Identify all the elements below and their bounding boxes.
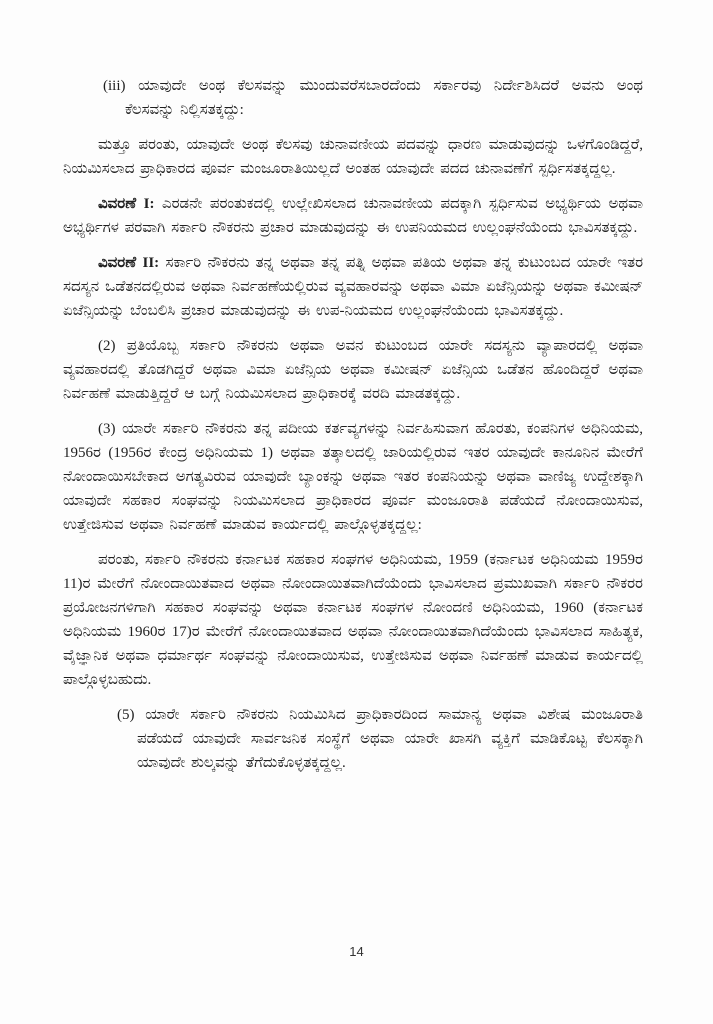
proviso-paragraph-2-text: ಪರಂತು, ಸರ್ಕಾರಿ ನೌಕರನು ಕರ್ನಾಟಕ ಸಹಕಾರ ಸಂಘಗಳ ಅಧಿನಿಯಮ, 1959 (ಕರ್ನಾಟಕ ಅಧಿನಿಯಮ 1959ರ 11)ರ ಮೇರೆಗೆ ನೋಂದಾಯಿತವಾದ ಅಥವಾ ನೋಂದಾಯಿತವಾಗಿದೆಯೆಂದು ಭಾವಿಸಲಾದ ಪ್ರಮುಖವಾಗಿ ಸರ್ಕಾರಿ ನೌಕರರ ಪ್ರಯೋಜನಗಳಿಗಾಗಿ ಸಹಕಾರ ಸಂಘವನ್ನು ಅಥವಾ ಕರ್ನಾಟಕ ಸಂಘಗಳ ನೋಂದಣಿ ಅಧಿನಿಯಮ, 1960 (ಕರ್ನಾಟಕ ಅಧಿನಿಯಮ 1960ರ 17)ರ ಮೇರೆಗೆ ನೋಂದಾಯಿತವಾದ ಅಥವಾ ನೋಂದಾಯಿತವಾಗಿದೆಯೆಂದು ಭಾವಿಸಲಾದ ಸಾಹಿತ್ಯಕ, ವೈಜ್ಞಾನಿಕ ಅಥವಾ ಧರ್ಮಾರ್ಥ ಸಂಘವನ್ನು ನೋಂದಾಯಿಸುವ, ಉತ್ತೇಜಿಸುವ ಅಥವಾ ನಿರ್ವಹಣೆ ಮಾಡುವ ಕಾರ್ಯದಲ್ಲಿ ಪಾಲ್ಗೊಳ್ಳಬಹುದು.	[63, 552, 643, 688]
clause-iii-label: (iii)	[103, 78, 126, 94]
clause-iii-text: ಯಾವುದೇ ಅಂಥ ಕೆಲಸವನ್ನು ಮುಂದುವರೆಸಬಾರದೆಂದು ಸರ್ಕಾರವು ನಿರ್ದೇಶಿಸಿದರೆ ಅವನು ಅಂಥ ಕೆಲಸವನ್ನು ನಿಲ್ಲಿಸತಕ್ಕದ್ದು:	[125, 78, 644, 118]
clause-5-label: (5)	[117, 707, 135, 723]
page-number: 14	[349, 944, 364, 959]
clause-3-text: ಯಾರೇ ಸರ್ಕಾರಿ ನೌಕರನು ತನ್ನ ಪದೀಯ ಕರ್ತವ್ಯಗಳನ್ನು ನಿರ್ವಹಿಸುವಾಗ ಹೊರತು, ಕಂಪನಿಗಳ ಅಧಿನಿಯಮ, 1956ರ (1956ರ ಕೇಂದ್ರ ಅಧಿನಿಯಮ 1) ಅಥವಾ ತತ್ಕಾಲದಲ್ಲಿ ಜಾರಿಯಲ್ಲಿರುವ ಇತರ ಯಾವುದೇ ಕಾನೂನಿನ ಮೇರೆಗೆ ನೋಂದಾಯಿಸಬೇಕಾದ ಅಗತ್ಯವಿರುವ ಯಾವುದೇ ಬ್ಯಾಂಕನ್ನು ಅಥವಾ ಇತರ ಕಂಪನಿಯನ್ನು ಅಥವಾ ವಾಣಿಜ್ಯ ಉದ್ದೇಶಕ್ಕಾಗಿ ಯಾವುದೇ ಸಹಕಾರ ಸಂಘವನ್ನು ನಿಯಮಿಸಲಾದ ಪ್ರಾಧಿಕಾರದ ಪೂರ್ವ ಮಂಜೂರಾತಿ ಪಡೆಯದೆ ನೋಂದಾಯಿಸುವ, ಉತ್ತೇಜಿಸುವ ಅಥವಾ ನಿರ್ವಹಣೆ ಮಾಡುವ ಕಾರ್ಯದಲ್ಲಿ ಪಾಲ್ಗೊಳ್ಳತಕ್ಕದ್ದಲ್ಲ:	[63, 421, 643, 533]
proviso-paragraph-2	[63, 548, 643, 692]
page-content	[63, 74, 643, 786]
clause-iii	[63, 74, 643, 122]
clause-3	[63, 417, 643, 537]
clause-2-label: (2)	[98, 338, 116, 354]
explanation-1	[63, 192, 643, 240]
clause-5-text: ಯಾರೇ ಸರ್ಕಾರಿ ನೌಕರನು ನಿಯಮಿಸಿದ ಪ್ರಾಧಿಕಾರದಿಂದ ಸಾಮಾನ್ಯ ಅಥವಾ ವಿಶೇಷ ಮಂಜೂರಾತಿ ಪಡೆಯದೆ ಯಾವುದೇ ಸಾರ್ವಜನಿಕ ಸಂಸ್ಥೆಗೆ ಅಥವಾ ಯಾರೇ ಖಾಸಗಿ ವ್ಯಕ್ತಿಗೆ ಮಾಡಿಕೊಟ್ಟ ಕೆಲಸಕ್ಕಾಗಿ ಯಾವುದೇ ಶುಲ್ಕವನ್ನು ತೆಗೆದುಕೊಳ್ಳತಕ್ಕದ್ದಲ್ಲ.	[137, 707, 643, 771]
clause-2	[63, 334, 643, 406]
explanation-2-label: ವಿವರಣೆ II:	[98, 255, 160, 271]
explanation-2	[63, 251, 643, 323]
explanation-2-text: ಸರ್ಕಾರಿ ನೌಕರನು ತನ್ನ ಅಥವಾ ತನ್ನ ಪತ್ನಿ ಅಥವಾ ಪತಿಯ ಅಥವಾ ತನ್ನ ಕುಟುಂಬದ ಯಾರೇ ಇತರ ಸದಸ್ಯನ ಒಡೆತನದಲ್ಲಿರುವ ಅಥವಾ ನಿರ್ವಹಣೆಯಲ್ಲಿರುವ ವ್ಯವಹಾರವನ್ನು ಅಥವಾ ವಿಮಾ ಏಜೆನ್ಸಿಯನ್ನು ಅಥವಾ ಕಮೀಷನ್ ಏಜೆನ್ಸಿಯನ್ನು ಬೆಂಬಲಿಸಿ ಪ್ರಚಾರ ಮಾಡುವುದನ್ನು ಈ ಉಪ-ನಿಯಮದ ಉಲ್ಲಂಘನೆಯೆಂದು ಭಾವಿಸತಕ್ಕದ್ದು.	[63, 255, 644, 319]
proviso-paragraph-1	[63, 133, 643, 181]
explanation-1-label: ವಿವರಣೆ I:	[98, 196, 155, 212]
clause-5	[63, 703, 643, 775]
explanation-1-text: ಎರಡನೇ ಪರಂತುಕದಲ್ಲಿ ಉಲ್ಲೇಖಿಸಲಾದ ಚುನಾವಣೀಯ ಪದಕ್ಕಾಗಿ ಸ್ಪರ್ಧಿಸುವ ಅಭ್ಯರ್ಥಿಯ ಅಥವಾ ಅಭ್ಯರ್ಥಿಗಳ ಪರವಾಗಿ ಸರ್ಕಾರಿ ನೌಕರನು ಪ್ರಚಾರ ಮಾಡುವುದನ್ನು ಈ ಉಪನಿಯಮದ ಉಲ್ಲಂಘನೆಯೆಂದು ಭಾವಿಸತಕ್ಕದ್ದು.	[63, 196, 643, 236]
clause-3-label: (3)	[98, 421, 116, 437]
clause-2-text: ಪ್ರತಿಯೊಬ್ಬ ಸರ್ಕಾರಿ ನೌಕರನು ಅಥವಾ ಅವನ ಕುಟುಂಬದ ಯಾರೇ ಸದಸ್ಯನು ವ್ಯಾಪಾರದಲ್ಲಿ ಅಥವಾ ವ್ಯವಹಾರದಲ್ಲಿ ತೊಡಗಿದ್ದರೆ ಅಥವಾ ವಿಮಾ ಏಜೆನ್ಸಿಯ ಅಥವಾ ಕಮೀಷನ್ ಏಜೆನ್ಸಿಯ ಒಡೆತನ ಹೊಂದಿದ್ದರೆ ಅಥವಾ ನಿರ್ವಹಣೆ ಮಾಡುತ್ತಿದ್ದರೆ ಆ ಬಗ್ಗೆ ನಿಯಮಿಸಲಾದ ಪ್ರಾಧಿಕಾರಕ್ಕೆ ವರದಿ ಮಾಡತಕ್ಕದ್ದು.	[63, 338, 643, 402]
proviso-paragraph-1-text: ಮತ್ತೂ ಪರಂತು, ಯಾವುದೇ ಅಂಥ ಕೆಲಸವು ಚುನಾವಣೀಯ ಪದವನ್ನು ಧಾರಣ ಮಾಡುವುದನ್ನು ಒಳಗೊಂಡಿದ್ದರೆ, ನಿಯಮಿಸಲಾದ ಪ್ರಾಧಿಕಾರದ ಪೂರ್ವ ಮಂಜೂರಾತಿಯಿಲ್ಲದೆ ಅಂತಹ ಯಾವುದೇ ಪದದ ಚುನಾವಣೆಗೆ ಸ್ಪರ್ಧಿಸತಕ್ಕದ್ದಲ್ಲ.	[63, 137, 643, 177]
